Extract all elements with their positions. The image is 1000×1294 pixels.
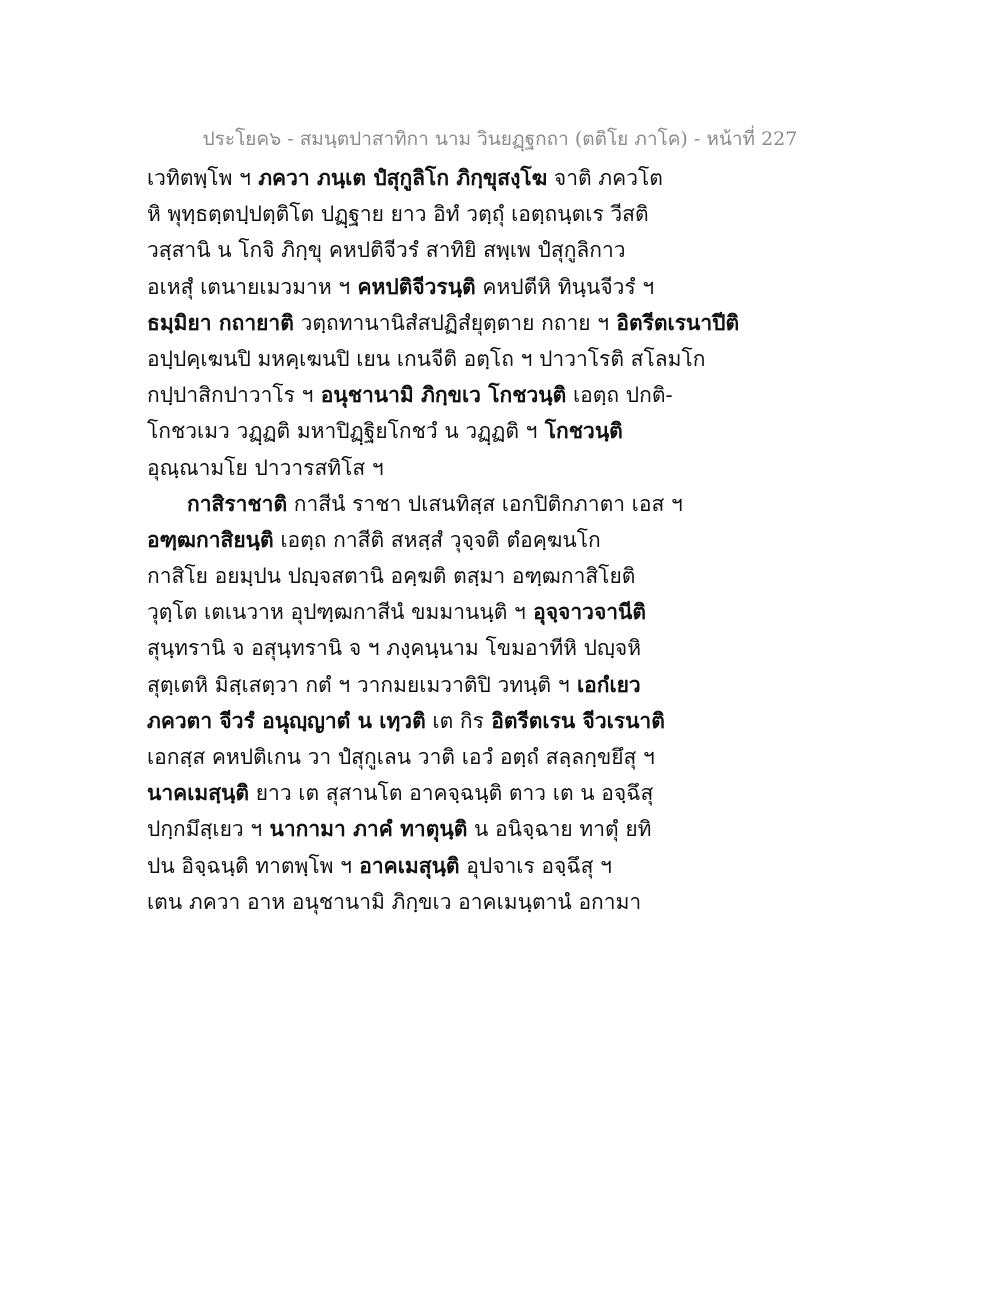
text-segment: คหปตีหิ ทินฺนจีวรํ ฯ bbox=[482, 274, 655, 299]
bold-term: ภควา ภนฺเต ปํสุกูลิโก ภิกฺขุสงฺโฆ bbox=[258, 165, 548, 190]
text-line bbox=[147, 775, 847, 811]
bold-term: อฑฺฒกาสิยนฺติ bbox=[147, 526, 274, 552]
text-segment: สุตฺเตหิ มิสฺเสตฺวา กตํ ฯ วากมยเมวาติปิ วทนฺติ ฯ bbox=[147, 672, 570, 697]
text-line bbox=[147, 486, 847, 522]
text-line bbox=[147, 884, 847, 920]
text-line bbox=[147, 630, 847, 666]
bold-term: นาคเมสฺนฺติ bbox=[147, 780, 250, 806]
text-segment: ปน อิจฺฉนฺติ ทาตพฺโพ ฯ bbox=[147, 853, 352, 878]
text-segment: กาสิโย อยมฺปน ปญฺจสตานิ อคฺฆติ ตสฺมา อฑฺฒกาสิโยติ bbox=[147, 564, 636, 589]
text-segment: อเหสุํ เตนายเมวมาห ฯ bbox=[147, 274, 351, 299]
text-segment: เอตฺถ กาสีติ สหสฺสํ วุจฺจติ ตํอคฺฆนโก bbox=[280, 527, 601, 552]
bold-term: อนุชานามิ ภิกฺขเว โกชวนฺติ bbox=[320, 382, 567, 408]
text-segment: เวทิตพฺโพ ฯ bbox=[147, 166, 251, 190]
text-line bbox=[147, 667, 847, 703]
text-segment: ปกฺกมึสฺเยว ฯ bbox=[147, 817, 263, 842]
text-segment: โกชวเมว วฏฺฏติ มหาปิฏฺฐิยโกชวํ น วฏฺฏติ ฯ bbox=[147, 419, 538, 444]
text-line bbox=[147, 377, 847, 413]
text-line bbox=[147, 558, 847, 594]
bold-term: กาสิราชาติ bbox=[187, 490, 288, 516]
text-line bbox=[147, 522, 847, 558]
bold-term: ภควตา จีวรํ อนุญฺญาตํ น เทฺวติ bbox=[147, 707, 426, 733]
text-segment: กปฺปาสิกปาวาโร ฯ bbox=[147, 383, 314, 408]
text-segment: เอกสฺส คหปติเกน วา ปํสุกูเลน วาติ เอวํ อตฺถํ สลฺลกฺขยึสุ ฯ bbox=[147, 745, 655, 769]
text-segment: อุปจาเร อจฺฉึสุ ฯ bbox=[466, 853, 612, 878]
text-line bbox=[147, 848, 847, 884]
bold-term: นากามา ภาคํ ทาตุนฺติ bbox=[269, 816, 468, 842]
bold-term: โกชวนฺติ bbox=[544, 418, 623, 444]
text-segment: เตน ภควา อาห อนุชานามิ ภิกฺขเว อาคเมนฺตานํ อกามา bbox=[147, 889, 642, 914]
text-segment: หิ พุทฺธตฺตปฺปตฺติโต ปฏฺฐาย ยาว อิทํ วตฺถุํ เอตฺถนฺตเร วีสติ bbox=[147, 202, 649, 227]
text-line bbox=[147, 341, 847, 377]
text-line bbox=[147, 232, 847, 268]
running-header: ประโยค๖ - สมนฺตปาสาทิกา นาม วินยฏฺฐกถา (ตติโย ภาโค) - หน้าที่ 227 bbox=[202, 128, 798, 150]
text-line bbox=[147, 413, 847, 449]
bold-term: อิตรีตเรน จีวเรนาติ bbox=[491, 707, 665, 733]
text-line bbox=[147, 594, 847, 630]
text-segment: น อนิจฺฉาย ทาตุํ ยทิ bbox=[474, 817, 652, 842]
text-segment: เต กิร bbox=[432, 708, 484, 733]
text-segment: อปฺปคฺเฆนปิ มหคฺเฆนปิ เยน เกนจีติ อตฺโถ ฯ ปาวาโรติ สโลมโก bbox=[147, 346, 706, 371]
bold-term: อิตรีตเรนาปีติ bbox=[616, 309, 740, 335]
text-segment: กาสีนํ ราชา ปเสนทิสฺส เอกปิติกภาตา เอส ฯ bbox=[293, 491, 683, 516]
text-line bbox=[147, 703, 847, 739]
text-line bbox=[147, 196, 847, 232]
text-segment: ยาว เต สุสานโต อาคจฺฉนฺติ ตาว เต น อจฺฉึสุ bbox=[255, 781, 654, 806]
bold-term: ธมฺมิยา กถายาติ bbox=[147, 309, 294, 335]
text-segment: วสฺสานิ น โกจิ ภิกฺขุ คหปติจีวรํ สาทิยิ สพฺเพ ปํสุกูลิกาว bbox=[147, 238, 626, 263]
text-line bbox=[147, 739, 847, 775]
text-line bbox=[147, 269, 847, 305]
text-segment: อุณฺณามโย ปาวารสทิโส ฯ bbox=[147, 455, 384, 480]
text-line bbox=[147, 450, 847, 486]
bold-term: อุจฺจาวจานีติ bbox=[533, 599, 647, 625]
bold-term: เอกํเยว bbox=[576, 671, 641, 697]
text-line bbox=[147, 305, 847, 341]
text-segment: วตฺถทานานิสํสปฏิสํยุตฺตาย กถาย ฯ bbox=[300, 310, 610, 335]
body-text bbox=[147, 160, 847, 920]
text-segment: สุนฺทรานิ จ อสุนฺทรานิ จ ฯ ภงฺคนฺนาม โขมอาทีหิ ปญฺจหิ bbox=[147, 636, 642, 661]
text-segment: เอตฺถ ปกติ- bbox=[572, 383, 673, 408]
text-line bbox=[147, 160, 847, 196]
text-segment: จาติ ภควโต bbox=[553, 166, 663, 190]
bold-term: อาคเมสุนฺติ bbox=[359, 852, 460, 878]
bold-term: คหปติจีวรนฺติ bbox=[357, 273, 476, 299]
text-segment: วุตฺโต เตเนวาห อุปฑฺฒกาสีนํ ขมมานนฺติ ฯ bbox=[147, 600, 526, 625]
text-line bbox=[147, 811, 847, 847]
